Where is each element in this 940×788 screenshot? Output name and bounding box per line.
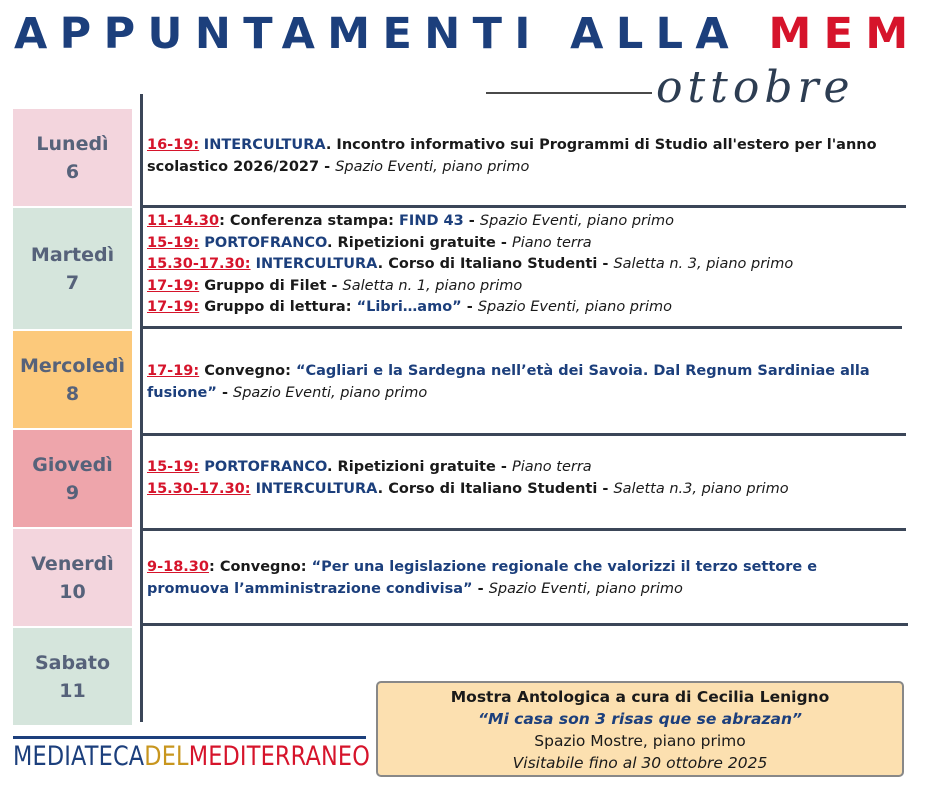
day-name: Mercoledì xyxy=(20,354,125,377)
event-organizer: FIND 43 xyxy=(399,213,464,229)
event-entry xyxy=(147,457,789,479)
day-name: Martedì xyxy=(30,243,115,266)
events-thursday xyxy=(147,457,789,500)
day-name: Venerdì xyxy=(31,552,114,575)
day-number: 9 xyxy=(65,481,80,504)
day-number: 8 xyxy=(65,382,80,405)
event-time: 15-19: xyxy=(147,459,200,475)
exhibition-subtitle: “Mi casa son 3 risas que se abrazan” xyxy=(478,710,802,728)
event-place: Spazio Eventi, piano primo xyxy=(488,580,683,597)
title-main: APPUNTAMENTI ALLA xyxy=(14,9,769,59)
event-time: 15-19: xyxy=(147,234,200,251)
event-title: “Cagliari e la Sardegna nell’età dei Savoia. Dal Regnum Sardiniae alla fusione” xyxy=(147,363,870,401)
event-time: 15.30-17.30: xyxy=(147,256,251,272)
logo-part-mediateca: MEDIATECA xyxy=(13,741,145,772)
event-place: Saletta n. 1, piano primo xyxy=(342,277,523,294)
event-title: “Per una legislazione regionale che valorizzi il terzo settore e promuova l’amministrazione condivisa” xyxy=(147,559,818,597)
event-time: 15.30-17.30: xyxy=(147,480,251,497)
event-place: Piano terra xyxy=(511,459,592,475)
event-time: 16-19: xyxy=(147,137,200,153)
separator-line xyxy=(140,326,902,329)
day-cell-wednesday xyxy=(13,331,132,428)
event-description: . Corso di Italiano Studenti - xyxy=(377,256,614,272)
event-entry xyxy=(147,557,877,600)
event-organizer: INTERCULTURA xyxy=(250,256,378,272)
event-description: . Ripetizioni gratuite - xyxy=(327,234,512,251)
event-organizer: INTERCULTURA xyxy=(250,480,378,497)
separator-line xyxy=(140,205,906,208)
exhibition-until: Visitabile fino al 30 ottobre 2025 xyxy=(512,754,768,772)
title-accent: MEM xyxy=(768,9,921,59)
event-entry xyxy=(147,297,793,319)
event-entry xyxy=(147,211,793,233)
event-organizer: INTERCULTURA xyxy=(203,137,326,153)
events-wednesday xyxy=(147,361,932,404)
day-cell-monday xyxy=(13,109,132,206)
day-number: 10 xyxy=(59,580,86,603)
events-friday xyxy=(147,557,877,600)
event-place: Spazio Eventi, piano primo xyxy=(335,158,530,175)
day-cell-tuesday xyxy=(13,208,132,329)
event-place: Spazio Eventi, piano primo xyxy=(479,213,675,229)
day-name: Sabato xyxy=(34,651,111,674)
month-underline xyxy=(486,92,652,94)
event-description: Convegno: xyxy=(199,363,296,379)
event-time: 17-19: xyxy=(147,363,200,379)
event-entry xyxy=(147,479,789,501)
event-place: Saletta n.3, piano primo xyxy=(613,480,789,497)
event-organizer: PORTOFRANCO xyxy=(199,459,327,475)
event-place: Spazio Eventi, piano primo xyxy=(477,299,672,315)
exhibition-place: Spazio Mostre, piano primo xyxy=(534,732,746,750)
day-number: 11 xyxy=(59,679,86,702)
day-name: Giovedì xyxy=(32,453,113,476)
day-cell-thursday xyxy=(13,430,132,527)
event-title: “Libri…amo” xyxy=(356,299,462,315)
day-cell-saturday xyxy=(13,628,132,725)
events-monday xyxy=(147,135,932,178)
logo-part-mediterraneo: MEDITERRANEO xyxy=(188,741,371,772)
event-entry xyxy=(147,233,793,255)
page-title xyxy=(14,4,921,64)
event-separator: - xyxy=(472,580,489,597)
logo-part-del: DEL xyxy=(144,741,189,772)
day-number: 7 xyxy=(65,271,80,294)
separator-line xyxy=(140,528,906,531)
event-time: 17-19: xyxy=(147,277,200,294)
exhibition-box xyxy=(376,681,904,777)
event-description: . Incontro informativo sui Programmi di Studio all'estero per l'anno scolastico 2026/2027 - xyxy=(147,137,877,175)
day-cell-friday xyxy=(13,529,132,626)
day-number: 6 xyxy=(65,160,80,183)
event-place: Spazio Eventi, piano primo xyxy=(233,384,428,401)
event-description: . Ripetizioni gratuite - xyxy=(327,459,512,475)
mediateca-logo xyxy=(13,739,370,775)
event-separator: - xyxy=(461,299,478,315)
event-time: 17-19: xyxy=(147,299,200,315)
event-separator: - xyxy=(216,384,234,401)
event-description: Gruppo di lettura: xyxy=(199,299,357,315)
event-place: Piano terra xyxy=(511,234,592,251)
event-place: Saletta n. 3, piano primo xyxy=(613,256,794,272)
timeline-vertical-line xyxy=(140,94,143,722)
event-description: . Corso di Italiano Studenti - xyxy=(377,480,614,497)
event-entry xyxy=(147,135,932,178)
event-description: : Conferenza stampa: xyxy=(219,213,400,229)
event-time: 11-14.30 xyxy=(147,213,220,229)
events-tuesday xyxy=(147,211,793,319)
separator-line xyxy=(140,433,906,436)
event-description: Gruppo di Filet - xyxy=(199,277,343,294)
event-entry xyxy=(147,254,793,276)
separator-line xyxy=(140,623,908,626)
event-separator: - xyxy=(463,213,480,229)
event-description: : Convegno: xyxy=(208,559,312,575)
event-organizer: PORTOFRANCO xyxy=(199,234,327,251)
day-name: Lunedì xyxy=(36,132,109,155)
month-label: ottobre xyxy=(656,62,855,113)
event-time: 9-18.30 xyxy=(147,559,209,575)
event-entry xyxy=(147,361,932,404)
exhibition-title: Mostra Antologica a cura di Cecilia Lenigno xyxy=(450,688,830,706)
event-entry xyxy=(147,276,793,298)
